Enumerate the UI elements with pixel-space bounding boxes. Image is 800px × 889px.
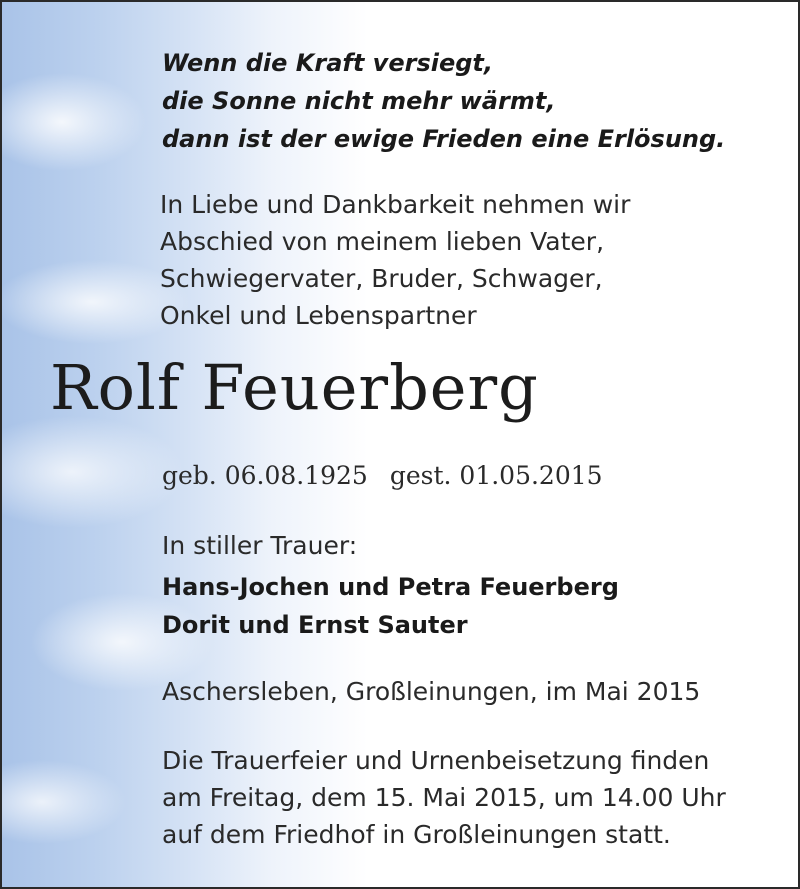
verse-line: Wenn die Kraft versiegt, bbox=[162, 49, 493, 77]
verse-line: dann ist der ewige Frieden eine Erlösung. bbox=[162, 125, 726, 153]
mourner-name: Dorit und Ernst Sauter bbox=[162, 611, 468, 639]
intro-line: Abschied von meinem lieben Vater, bbox=[160, 227, 605, 256]
service-line: auf dem Friedhof in Großleinungen statt. bbox=[162, 820, 671, 849]
birth-date: geb. 06.08.1925 bbox=[162, 461, 368, 490]
intro-text bbox=[160, 186, 630, 334]
place-date: Aschersleben, Großleinungen, im Mai 2015 bbox=[162, 677, 701, 706]
intro-line: In Liebe und Dankbarkeit nehmen wir bbox=[160, 190, 631, 219]
verse-line: die Sonne nicht mehr wärmt, bbox=[162, 87, 556, 115]
intro-line: Schwiegervater, Bruder, Schwager, bbox=[160, 264, 603, 293]
service-line: Die Trauerfeier und Urnenbeisetzung finden bbox=[162, 746, 710, 775]
service-line: am Freitag, dem 15. Mai 2015, um 14.00 Uhr bbox=[162, 783, 726, 812]
mourner-name: Hans-Jochen und Petra Feuerberg bbox=[162, 573, 619, 601]
intro-line: Onkel und Lebenspartner bbox=[160, 301, 477, 330]
life-dates bbox=[162, 458, 603, 494]
deceased-name: Rolf Feuerberg bbox=[50, 351, 539, 424]
mourners-label: In stiller Trauer: bbox=[162, 531, 358, 560]
memorial-verse bbox=[162, 44, 725, 158]
death-date: gest. 01.05.2015 bbox=[389, 461, 603, 490]
mourners-list bbox=[162, 568, 619, 644]
funeral-service-info bbox=[162, 742, 726, 853]
